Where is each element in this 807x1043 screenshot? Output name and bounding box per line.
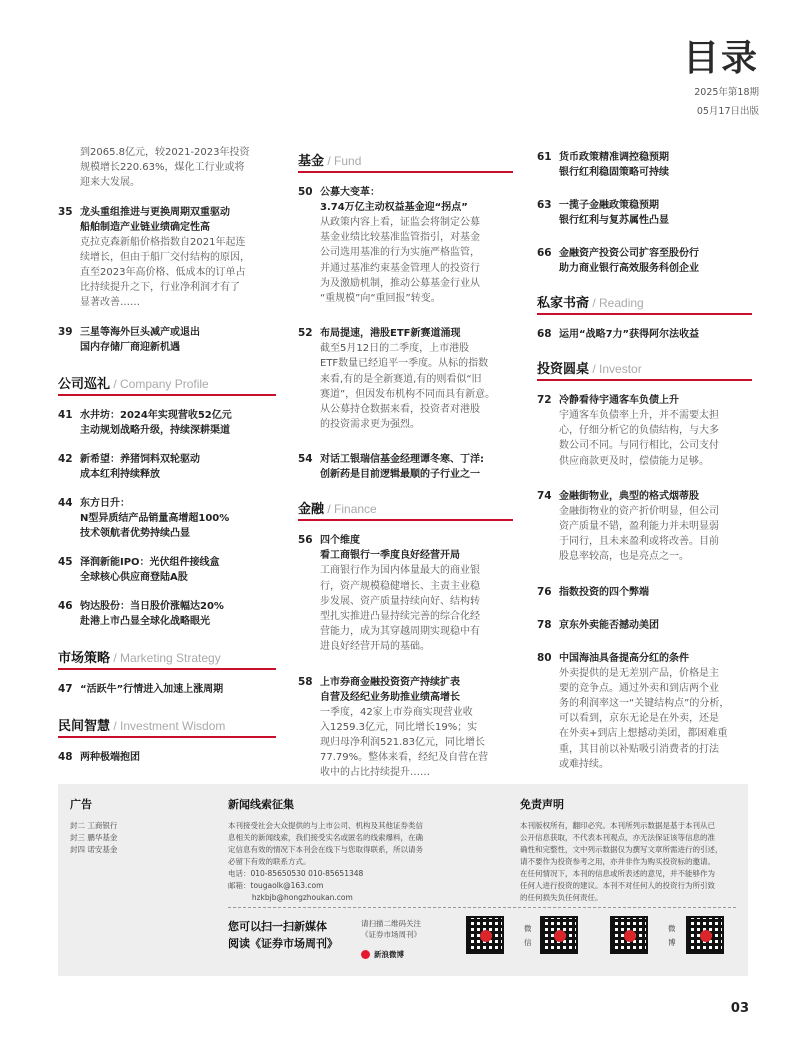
- page-ref: 72: [537, 394, 552, 406]
- toc-entry[interactable]: [58, 496, 276, 541]
- entry-title: 创新药是目前逻辑最顺的子行业之一: [320, 469, 480, 481]
- entry-title: N型异质结产品销量高增超100%: [80, 512, 230, 524]
- section-title: 基金: [298, 154, 325, 169]
- page-ref: 48: [58, 750, 73, 763]
- disclaimer-title: 免责声明: [520, 798, 564, 811]
- toc-entry[interactable]: [537, 618, 752, 633]
- section-subtitle: / Company Profile: [110, 376, 209, 391]
- entry-desc: 重，其目前以补贴吸引消费者的打法: [559, 743, 719, 755]
- email-line[interactable]: 邮箱：tougaolk@163.com: [228, 881, 324, 890]
- section-subtitle: / Fund: [324, 154, 362, 168]
- entry-title: 京东外卖能否撼动美团: [559, 619, 659, 631]
- page-ref: 42: [58, 452, 73, 465]
- page-ref: 56: [298, 534, 313, 547]
- entry-title: 全球核心供应商登陆A股: [80, 571, 188, 583]
- qr-code-icon[interactable]: [686, 916, 724, 954]
- entry-title: 金融资产投资公司扩容至股份行: [559, 248, 699, 259]
- entry-title: 银行红利稳固策略可持续: [559, 167, 669, 178]
- entry-title: 运用“战略7力”获得阿尔法收益: [559, 329, 700, 340]
- section-subtitle: / Investor: [589, 362, 642, 376]
- entry-desc: 公司选用基准的行为实施严格监管，: [320, 247, 480, 259]
- sina-label: 新浪微博: [374, 950, 404, 959]
- page-ref: 35: [58, 205, 73, 218]
- qr-code-icon[interactable]: [466, 916, 504, 954]
- entry-title: 泽润新能IPO：光伏组件接线盒: [80, 556, 220, 568]
- entry-desc: “重规模”向“重回报”转变。: [320, 293, 441, 305]
- page-ref: 68: [537, 328, 552, 340]
- entry-title: 东方日升：: [80, 497, 130, 509]
- entry-desc: 现归母净利润521.83亿元，同比增长: [320, 737, 485, 749]
- entry-desc: 赛道”，但因发布机构不同而具有新意。: [320, 388, 496, 400]
- entry-title: 3.74万亿主动权益基金迎“拐点”: [320, 202, 468, 213]
- page-ref: 47: [58, 682, 73, 695]
- qr-label-char: 博: [668, 938, 676, 947]
- email-line[interactable]: hzkbjb@hongzhoukan.com: [228, 893, 353, 902]
- entry-desc: 收中的占比持续提升……: [320, 767, 430, 779]
- entry-title: 主动规划战略升级，持续深耕渠道: [80, 424, 230, 436]
- section-subtitle: / Reading: [589, 296, 644, 310]
- entry-desc: 步发展、资产质量持续向好、结构转: [320, 595, 480, 607]
- entry-desc: 资产质量不错，盈利能力并未明显弱: [559, 521, 719, 533]
- page-ref: 45: [58, 555, 73, 568]
- news-tips-title: 新闻线索征集: [228, 798, 294, 811]
- text-line: 迎来大发展。: [80, 177, 140, 189]
- text-line: 规模增长220.63%，煤化工行业或将: [80, 162, 245, 174]
- qr-label-char: 微: [524, 924, 532, 933]
- toc-entry[interactable]: [298, 326, 513, 432]
- entry-title: 新希望：养猪饲料双轮驱动: [80, 453, 200, 465]
- page-ref: 74: [537, 489, 552, 502]
- news-text-line: 必留下有效的联系方式。: [228, 857, 311, 866]
- entry-desc: 行，资产规模稳健增长、主责主业稳: [320, 580, 480, 592]
- entry-desc: 外卖提供的是无差别产品，价格是主: [559, 667, 719, 679]
- section-title: 金融: [298, 502, 325, 518]
- entry-desc: 入1259.3亿元，同比增长19%；实: [320, 721, 478, 733]
- qr-logo-icon: [554, 930, 566, 942]
- section-subtitle: / Marketing Strategy: [110, 650, 221, 665]
- toc-entry[interactable]: [298, 675, 513, 781]
- entry-title: 公募大变革：: [320, 187, 380, 198]
- toc-entry[interactable]: [58, 750, 276, 765]
- page-ref: 80: [537, 651, 552, 664]
- sina-weibo-logo: [361, 949, 404, 960]
- entry-desc: 要的竞争点。通过外卖和到店两个业: [559, 682, 719, 694]
- issue-number: 2025年第18期: [694, 87, 759, 98]
- entry-title: 对话工银瑞信基金经理谭冬寒、丁洋:: [320, 454, 484, 466]
- qr-label-weibo: [668, 922, 676, 950]
- entry-title: 四个维度: [320, 535, 360, 547]
- scan-hint: [361, 918, 421, 940]
- disclaimer-line: 公开信息获取，不代表本刊观点，亦无法保证该等信息的准: [520, 833, 715, 842]
- entry-desc: ETF数量已经追平一季度。从标的指数: [320, 358, 489, 370]
- page-ref: 46: [58, 599, 73, 612]
- weibo-icon: [361, 950, 370, 959]
- qr-logo-icon: [624, 930, 636, 942]
- section-reading: [537, 292, 752, 315]
- entry-desc: 可以看到，京东无论是在外卖，还是: [559, 713, 719, 725]
- page-ref: 39: [58, 325, 73, 338]
- entry-desc: 在外卖+到店上想撼动美团，都困难重: [559, 728, 728, 740]
- scan-hint-line: 请扫描二维码关注: [361, 919, 421, 928]
- dashed-divider: [228, 907, 736, 908]
- entry-desc: 克拉克森新船价格指数自2021年起连: [80, 236, 246, 248]
- entry-desc: 供应商款更及时，偿债能力足够。: [559, 455, 709, 467]
- scan-line: 阅读《证券市场周刊》: [228, 937, 338, 950]
- toc-entry[interactable]: [58, 452, 276, 482]
- entry-desc: 金融街物业的资产折价明显，但公司: [559, 505, 719, 517]
- section-title: 公司巡礼: [58, 376, 111, 392]
- qr-code-icon[interactable]: [540, 916, 578, 954]
- entry-desc: 一季度，42家上市券商实现营业收: [320, 706, 473, 718]
- section-title: 投资圆桌: [537, 362, 590, 377]
- entry-desc: 宇通客车负债率上升，并不需要太担: [559, 410, 719, 421]
- continued-text: [58, 145, 276, 191]
- page-ref: 50: [298, 186, 313, 198]
- scan-hint-line: 《证券市场周刊》: [361, 930, 421, 939]
- entry-title: 指数投资的四个弊端: [559, 586, 649, 598]
- toc-entry[interactable]: [537, 246, 752, 276]
- page-number: 03: [730, 1001, 749, 1016]
- toc-entry[interactable]: [58, 555, 276, 585]
- column-left: [58, 145, 276, 779]
- entry-desc: 数公司不同。与同行相比，公司支付: [559, 440, 719, 452]
- disclaimer-line: 请不要作为投资参考之用，亦并非作为购买投资标的邀请。: [520, 857, 715, 866]
- entry-title: 上市券商金融投资资产持续扩表: [320, 676, 460, 688]
- toc-entry[interactable]: [298, 533, 513, 654]
- page-ref: 61: [537, 151, 552, 163]
- entry-desc: 营能力，成为其穿越周期实现稳中有: [320, 626, 480, 638]
- entry-desc: 工商银行作为国内体量最大的商业银: [320, 565, 480, 577]
- entry-desc: 从政策内容上看，证监会将制定公募: [320, 217, 480, 228]
- entry-desc: 截至5月12日的二季度，上市港股: [320, 343, 470, 355]
- entry-title: 冷静看待宇通客车负债上升: [559, 395, 679, 406]
- page-ref: 41: [58, 408, 73, 421]
- toc-entry[interactable]: [537, 198, 752, 228]
- page-ref: 58: [298, 675, 313, 688]
- qr-label-weixin: [524, 922, 532, 950]
- entry-desc: 直至2023年高价格、低成本的订单占: [80, 267, 246, 279]
- toc-entry[interactable]: [537, 489, 752, 565]
- text-line: 到2065.8亿元，较2021-2023年投资: [80, 147, 250, 158]
- toc-entry[interactable]: [537, 393, 752, 469]
- toc-entry[interactable]: [537, 651, 752, 772]
- entry-title: 赴港上市凸显全球化战略眼光: [80, 615, 210, 627]
- advertising-list: [70, 796, 190, 856]
- qr-code-icon[interactable]: [610, 916, 648, 954]
- entry-title: 货币政策精准调控稳预期: [559, 152, 669, 163]
- disclaimer-line: 在任何情况下，本刊的信息或所表述的意见，并不能够作为: [520, 869, 715, 878]
- disclaimer-line: 确性和完整性，文中列示数据仅为撰写文章所需进行的引述，: [520, 845, 723, 854]
- column-right: [537, 150, 752, 786]
- page-title: 目录: [682, 38, 759, 79]
- entry-desc: 心，仔细分析它的负债结构，与大多: [559, 425, 719, 437]
- entry-title: 两种极端抱团: [80, 751, 140, 763]
- entry-desc: 为及激励机制，推动公募基金行业从: [320, 277, 480, 289]
- toc-entry[interactable]: [298, 185, 513, 306]
- entry-desc: 显著改善……: [80, 297, 140, 309]
- section-subtitle: / Investment Wisdom: [110, 718, 226, 733]
- column-middle: [298, 150, 513, 795]
- entry-desc: 进良好经营开局的基础。: [320, 641, 430, 653]
- toc-entry[interactable]: [58, 205, 276, 311]
- entry-title: 自营及经纪业务助推业绩高增长: [320, 691, 460, 703]
- entry-title: “活跃牛”行情进入加速上涨周期: [80, 683, 224, 695]
- toc-entry[interactable]: [537, 150, 752, 180]
- section-marketing-strategy: [58, 647, 276, 670]
- scan-line: 您可以扫一扫新媒体: [228, 920, 327, 933]
- toc-entry[interactable]: [537, 327, 752, 342]
- entry-title: 龙头重组推进与更换周期双重驱动: [80, 206, 230, 218]
- entry-desc: 比持续提升之下，行业净利润才有了: [80, 282, 240, 294]
- toc-entry[interactable]: [58, 682, 276, 697]
- qr-logo-icon: [700, 930, 712, 942]
- section-subtitle: / Finance: [324, 502, 377, 517]
- entry-title: 看工商银行一季度良好经营开局: [320, 550, 460, 562]
- news-text-line: 定信息有效的情况下本刊会在线下与您取得联系，所以请务: [228, 845, 423, 854]
- entry-desc: 基金业绩比较基准监管指引，对基金: [320, 232, 480, 244]
- toc-entry[interactable]: [537, 585, 752, 600]
- entry-desc: 并通过基准约束基金管理人的投资行: [320, 262, 480, 274]
- entry-desc: 务的利润率这一“关键结构点”的分析，: [559, 698, 730, 710]
- entry-title: 一揽子金融政策稳预期: [559, 200, 659, 211]
- qr-label-char: 微: [668, 924, 676, 933]
- section-investor: [537, 358, 752, 381]
- disclaimer-line: 任何人进行投资的建议。本刊不对任何人的投资行为所引致: [520, 881, 715, 890]
- toc-entry[interactable]: [298, 452, 513, 482]
- entry-title: 银行红利与复苏属性凸显: [559, 215, 669, 226]
- entry-desc: 77.79%。整体来看，经纪及自营在营: [320, 752, 489, 764]
- disclaimer: [520, 796, 740, 904]
- publish-date: 05月17日出版: [696, 106, 759, 117]
- entry-desc: 续增长，但由于船厂交付结构的原因，: [80, 251, 250, 263]
- section-finance: [298, 498, 513, 521]
- advertising-title: 广告: [70, 798, 92, 811]
- ad-item: 封三 鹏华基金: [70, 833, 118, 842]
- entry-title: 国内存储厂商迎新机遇: [80, 341, 180, 353]
- section-title: 市场策略: [58, 650, 111, 666]
- entry-title: 金融街物业，典型的格式烟蒂股: [559, 490, 699, 502]
- disclaimer-line: 的任何损失负任何责任。: [520, 893, 603, 902]
- toc-entry[interactable]: [58, 599, 276, 629]
- entry-title: 中国海油具备提高分红的条件: [559, 652, 689, 664]
- header: [683, 38, 759, 118]
- qr-label-char: 信: [524, 938, 532, 947]
- ad-item: 封四 诺安基金: [70, 845, 118, 854]
- entry-desc: 的投资需求更为强烈。: [320, 419, 420, 431]
- entry-title: 船舶制造产业链业绩确定性高: [80, 221, 210, 233]
- scan-prompt: [228, 918, 338, 952]
- entry-desc: 或难持续。: [559, 758, 609, 770]
- entry-desc: 股息率较高，也是亮点之一。: [559, 551, 689, 563]
- entry-title: 三星等海外巨头减产或退出: [80, 326, 200, 338]
- entry-title: 钧达股份：当日股价涨幅达20%: [80, 600, 224, 612]
- page-ref: 52: [298, 327, 313, 340]
- toc-entry[interactable]: [58, 408, 276, 438]
- section-title: 私家书斋: [537, 296, 590, 311]
- qr-logo-icon: [480, 930, 492, 942]
- ad-item: 封二 工商银行: [70, 821, 118, 830]
- entry-title: 水井坊：2024年实现营收52亿元: [80, 409, 232, 421]
- page-ref: 78: [537, 618, 552, 631]
- entry-title: 技术领航者优势持续凸显: [80, 527, 190, 539]
- info-box: [58, 784, 748, 976]
- page-ref: 54: [298, 453, 313, 466]
- entry-title: 成本红利持续释放: [80, 468, 160, 480]
- news-text-line: 本刊接受社会大众提供的与上市公司、机构及其他证券类信: [228, 821, 423, 830]
- section-company-profile: [58, 373, 276, 396]
- page-ref: 66: [537, 247, 552, 259]
- entry-desc: 来看,有的是全新赛道,有的则看似“旧: [320, 373, 482, 385]
- entry-title: 助力商业银行高效服务科创企业: [559, 263, 699, 274]
- entry-title: 布局提速，港股ETF新赛道涌现: [320, 328, 461, 340]
- page-ref: 63: [537, 199, 552, 211]
- entry-desc: 于同行，且未来盈利或将改善。目前: [559, 536, 719, 548]
- section-investment-wisdom: [58, 715, 276, 738]
- page-ref: 76: [537, 585, 552, 598]
- disclaimer-line: 本刊版权所有，翻印必究。本刊所列示数据是基于本刊从已: [520, 821, 715, 830]
- toc-entry[interactable]: [58, 325, 276, 355]
- page-ref: 44: [58, 496, 73, 509]
- section-fund: [298, 150, 513, 173]
- news-tips: [228, 796, 458, 904]
- phone-line: 电话：010-85650530 010-85651348: [228, 869, 364, 878]
- entry-desc: 从公募持仓数据来看，投资者对港股: [320, 404, 480, 416]
- entry-desc: 型扎实推进凸显持续完善的综合化经: [320, 611, 480, 623]
- news-text-line: 息相关的新闻线索，我们接受实名或匿名的线索爆料，在确: [228, 833, 423, 842]
- section-title: 民间智慧: [58, 718, 111, 734]
